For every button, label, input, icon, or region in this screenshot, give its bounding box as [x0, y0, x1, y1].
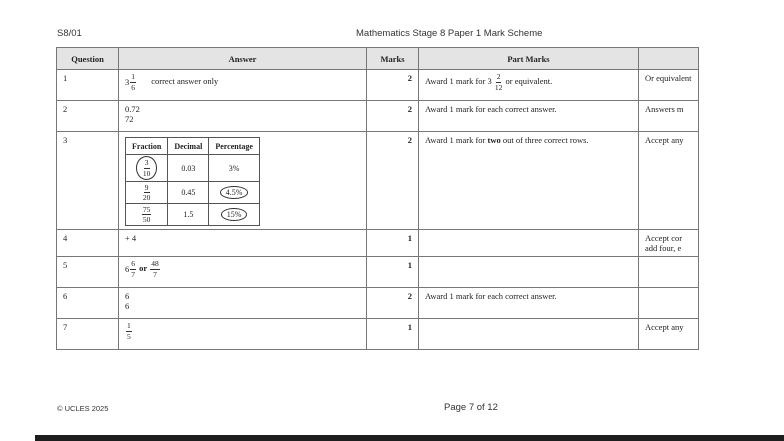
- part-marks-cell: Award 1 mark for each correct answer.: [419, 288, 639, 319]
- fraction: $\frac{48}{7}$: [151, 259, 159, 279]
- answer-cell: [119, 257, 367, 288]
- question-number: 5: [57, 257, 119, 288]
- part-marks-cell: Award 1 mark for 3 $\frac{2}{12}$ or equivalent.: [419, 70, 639, 101]
- part-marks-cell: Award 1 mark for two out of three correct rows.: [419, 132, 639, 230]
- answer-cell: [119, 101, 367, 132]
- marks-value: 2: [367, 70, 419, 101]
- whole-part: 3: [125, 77, 130, 87]
- fraction: $\frac{9}{20}$: [142, 182, 151, 202]
- percentage-value: 3%: [209, 155, 260, 182]
- marks-value: 2: [367, 101, 419, 132]
- table-row: [57, 288, 699, 319]
- table-row: [57, 101, 699, 132]
- fraction: $\frac{6}{7}$: [131, 259, 135, 279]
- table-header-row: [57, 48, 699, 70]
- guidance-cell: Accept any: [639, 132, 699, 230]
- answer-cell: [119, 132, 367, 230]
- decimal-value: 0.45: [168, 182, 209, 204]
- answer-cell: + 4: [119, 230, 367, 257]
- page-number: Page 7 of 12: [444, 402, 498, 413]
- col-header-marks: Marks: [367, 48, 419, 70]
- marks-value: 2: [367, 132, 419, 230]
- table-row: [57, 132, 699, 230]
- table-row: [57, 230, 699, 257]
- answer-cell: [119, 319, 367, 350]
- question-number: 1: [57, 70, 119, 101]
- fraction: $\frac{75}{50}$: [142, 204, 151, 224]
- question-number: 3: [57, 132, 119, 230]
- guidance-cell: Accept cor add four, e: [639, 230, 699, 257]
- answer-note: correct answer only: [151, 75, 219, 86]
- circled-answer: 4.5%: [220, 186, 249, 199]
- guidance-cell: Answers m: [639, 101, 699, 132]
- answer-line: 6: [125, 291, 130, 301]
- question-number: 6: [57, 288, 119, 319]
- circled-answer: 15%: [221, 208, 248, 221]
- decimal-value: 0.03: [168, 155, 209, 182]
- table-row: [57, 70, 699, 101]
- answer-line: 0.72: [125, 104, 140, 114]
- conversion-table: [125, 137, 260, 226]
- table-row: [57, 319, 699, 350]
- bottom-bar: [35, 435, 784, 441]
- or-text: or: [139, 262, 148, 273]
- answer-line: 6: [125, 301, 130, 311]
- inner-row: [126, 204, 260, 226]
- marks-value: 1: [367, 230, 419, 257]
- table-row: [57, 257, 699, 288]
- paper-code: S8/01: [57, 28, 82, 39]
- guidance-cell: Accept any: [639, 319, 699, 350]
- col-header-part-marks: Part Marks: [419, 48, 639, 70]
- fraction: $\frac{2}{12}$: [494, 72, 503, 92]
- answer-line: 72: [125, 114, 134, 124]
- inner-row: [126, 155, 260, 182]
- part-marks-cell: [419, 230, 639, 257]
- mark-scheme-table: [56, 47, 699, 350]
- marks-value: 1: [367, 257, 419, 288]
- answer-cell: [119, 70, 367, 101]
- copyright: © UCLES 2025: [57, 404, 109, 413]
- inner-header-decimal: Decimal: [168, 138, 209, 155]
- inner-header-percentage: Percentage: [209, 138, 260, 155]
- fraction: $\frac{1}{5}$: [127, 321, 131, 341]
- marks-value: 1: [367, 319, 419, 350]
- col-header-question: Question: [57, 48, 119, 70]
- part-marks-cell: [419, 319, 639, 350]
- question-number: 7: [57, 319, 119, 350]
- inner-header-fraction: Fraction: [126, 138, 168, 155]
- guidance-cell: [639, 257, 699, 288]
- col-header-guidance: [639, 48, 699, 70]
- inner-row: [126, 182, 260, 204]
- question-number: 4: [57, 230, 119, 257]
- marks-value: 2: [367, 288, 419, 319]
- answer-cell: [119, 288, 367, 319]
- guidance-cell: [639, 288, 699, 319]
- decimal-value: 1.5: [168, 204, 209, 226]
- document-title: Mathematics Stage 8 Paper 1 Mark Scheme: [356, 28, 543, 39]
- mixed-number: [125, 73, 137, 91]
- guidance-cell: Or equivalent: [639, 70, 699, 101]
- fraction: $\frac{1}{6}$: [131, 72, 135, 92]
- part-marks-cell: [419, 257, 639, 288]
- circled-answer: $\frac{3}{10}$: [136, 156, 158, 180]
- question-number: 2: [57, 101, 119, 132]
- part-marks-cell: Award 1 mark for each correct answer.: [419, 101, 639, 132]
- mixed-number: 6 $\frac{6}{7}$: [125, 259, 135, 279]
- col-header-answer: Answer: [119, 48, 367, 70]
